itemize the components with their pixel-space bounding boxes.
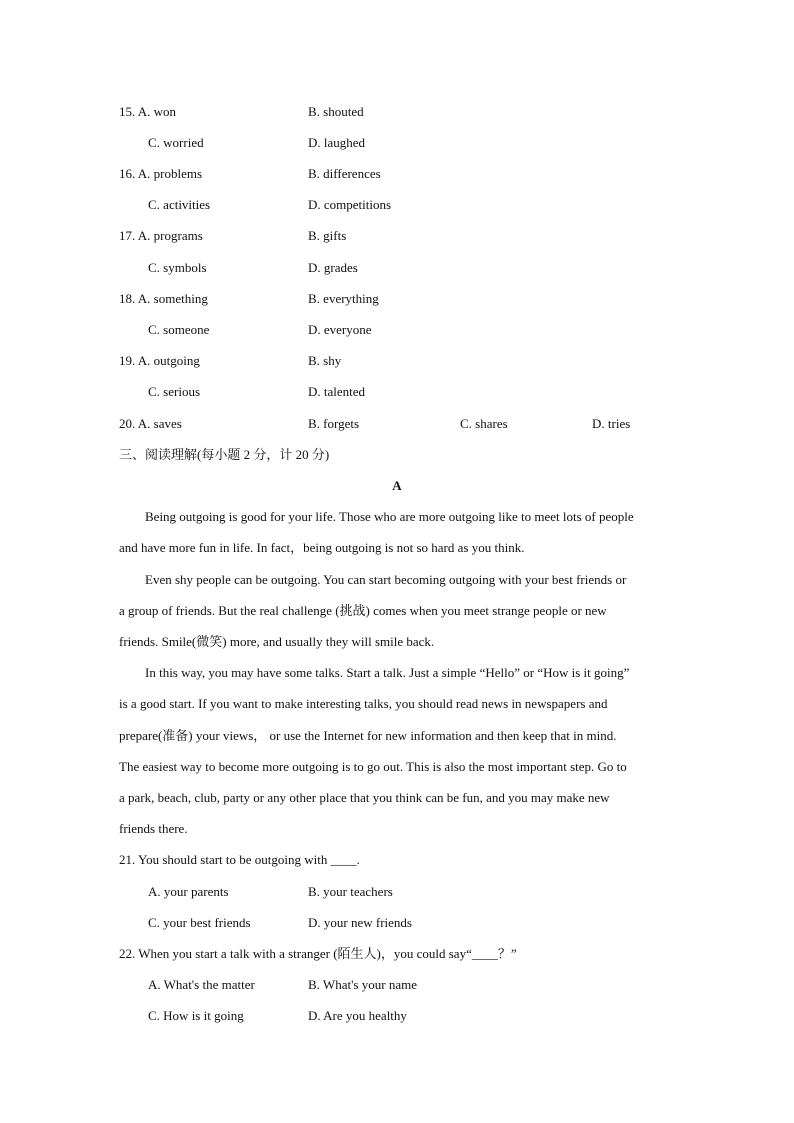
q19-option-a: 19. A. outgoing [119,353,200,368]
q21-option-b: B. your teachers [308,884,393,899]
q17-option-d: D. grades [308,260,358,275]
q15-option-c: C. worried [148,135,204,150]
passage-line: In this way, you may have some talks. Start a talk. Just a simple “Hello” or “How is it going” [145,665,630,680]
passage-line: Being outgoing is good for your life. Those who are more outgoing like to meet lots of people [145,509,634,524]
q20-option-d: D. tries [592,416,631,431]
passage-line: is a good start. If you want to make interesting talks, you should read news in newspapers and [119,696,608,711]
passage-line: a group of friends. But the real challenge (挑战) comes when you meet strange people or new [119,603,607,618]
q17-option-a: 17. A. programs [119,228,203,243]
section-heading: 三、阅读理解(每小题 2 分，计 20 分) [119,447,330,462]
passage-line: friends there. [119,821,188,836]
q15-option-a: 15. A. won [119,104,177,119]
q21-option-d: D. your new friends [308,915,412,930]
q20-option-c: C. shares [460,416,508,431]
q20-option-b: B. forgets [308,416,360,431]
q22-option-d: D. Are you healthy [308,1008,407,1023]
q19-option-b: B. shy [308,353,342,368]
q15-option-d: D. laughed [308,135,366,150]
q19-option-d: D. talented [308,384,366,399]
q15-option-b: B. shouted [308,104,364,119]
q18-option-d: D. everyone [308,322,372,337]
q18-option-c: C. someone [148,322,210,337]
q22-option-c: C. How is it going [148,1008,244,1023]
q18-option-b: B. everything [308,291,379,306]
passage-line: The easiest way to become more outgoing is to go out. This is also the most important step. Go to [119,759,627,774]
q17-option-c: C. symbols [148,260,207,275]
passage-line: Even shy people can be outgoing. You can start becoming outgoing with your best friends or [145,572,627,587]
q22-option-b: B. What's your name [308,977,417,992]
q17-option-b: B. gifts [308,228,347,243]
q21-stem: 21. You should start to be outgoing with ____. [119,852,360,867]
q16-option-c: C. activities [148,197,211,212]
q16-option-b: B. differences [308,166,381,181]
passage-title: A [392,478,402,493]
q21-option-a: A. your parents [148,884,229,899]
q22-option-a: A. What's the matter [148,977,255,992]
q19-option-c: C. serious [148,384,200,399]
q21-option-c: C. your best friends [148,915,251,930]
passage-line: friends. Smile(微笑) more, and usually they will smile back. [119,634,435,649]
q16-option-a: 16. A. problems [119,166,203,181]
q16-option-d: D. competitions [308,197,392,212]
q20-option-a: 20. A. saves [119,416,182,431]
passage-line: prepare(准备) your views， or use the Internet for new information and then keep that in mind. [119,728,617,743]
passage-line: and have more fun in life. In fact，being outgoing is not so hard as you think. [119,540,525,555]
q18-option-a: 18. A. something [119,291,208,306]
passage-line: a park, beach, club, party or any other place that you think can be fun, and you may make new [119,790,610,805]
q22-stem: 22. When you start a talk with a stranger (陌生人)，you could say“____？” [119,946,517,961]
